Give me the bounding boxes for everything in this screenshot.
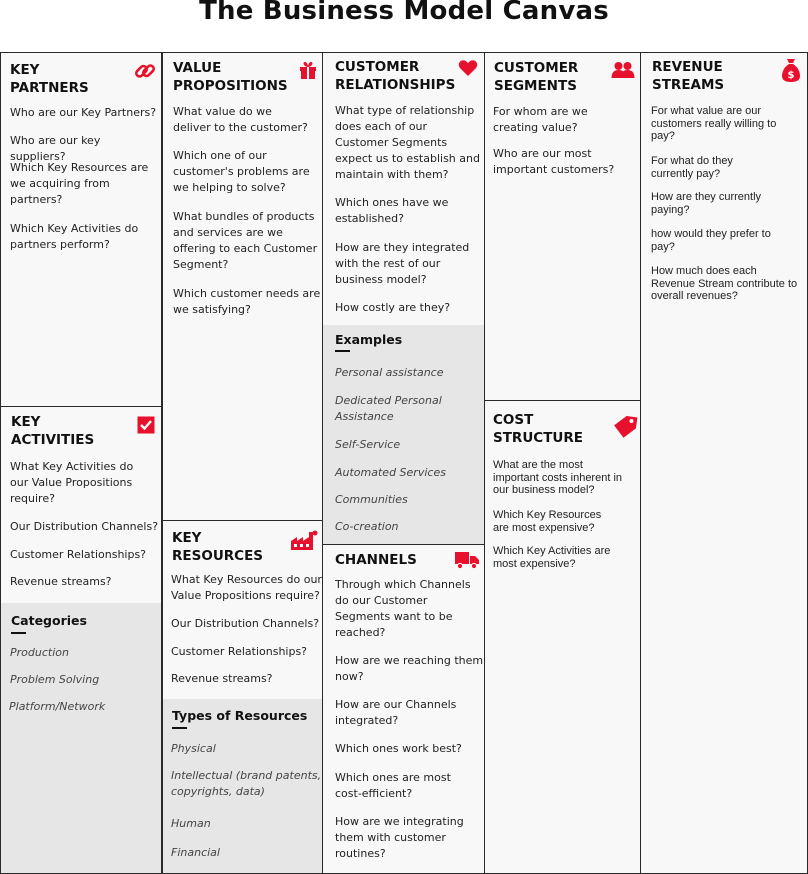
customer-relationships-question: Which ones have we established? <box>335 196 449 225</box>
examples-underline <box>335 350 350 352</box>
customer-relationships-heading: CUSTOMER RELATIONSHIPS <box>335 59 456 93</box>
example-item: Dedicated Personal Assistance <box>335 394 442 423</box>
users-icon <box>611 61 635 79</box>
key-activities-question: Customer Relationships? <box>10 548 147 561</box>
key-activities-question: Our Distribution Channels? <box>10 520 159 533</box>
key-resources-block <box>162 520 324 874</box>
resource-type-item: Physical <box>171 742 216 755</box>
value-propositions-block <box>162 52 324 522</box>
value-propositions-question: What value do we deliver to the customer? <box>173 105 308 134</box>
revenue-streams-question: How are they currently paying? <box>651 191 762 216</box>
price-tag-icon <box>613 414 639 440</box>
cost-structure-question: Which Key Resources are most expensive? <box>493 509 602 534</box>
channels-question: Through which Channels do our Customer Segments want to be reached? <box>335 578 471 639</box>
revenue-streams-question: For what value are our customers really willing to pay? <box>651 105 777 142</box>
heart-icon <box>458 59 478 77</box>
key-resources-heading: KEY RESOURCES <box>172 530 264 564</box>
truck-icon <box>454 550 480 570</box>
key-resources-question: Revenue streams? <box>171 672 273 685</box>
key-partners-block <box>0 52 162 408</box>
value-propositions-question: What bundles of products and services are we offering to each Customer Segment? <box>173 210 318 271</box>
channels-heading: CHANNELS <box>335 552 417 568</box>
examples-title: Examples <box>335 332 403 347</box>
page-title: The Business Model Canvas <box>199 0 609 26</box>
gift-icon <box>298 60 318 80</box>
cost-structure-question: Which Key Activities are most expensive? <box>493 545 611 570</box>
key-partners-question: Who are our Key Partners? <box>10 106 157 119</box>
cost-structure-heading: COST STRUCTURE <box>493 412 583 446</box>
channels-question: How are we integrating them with customer routines? <box>335 815 464 860</box>
channels-block <box>322 544 486 874</box>
example-item: Self-Service <box>335 438 401 451</box>
value-propositions-question: Which customer needs are we satisfying? <box>173 287 321 316</box>
example-item: Automated Services <box>335 466 446 479</box>
examples-panel <box>323 325 485 545</box>
key-partners-question: Which Key Activities do partners perform? <box>10 222 139 251</box>
value-propositions-question: Which one of our customer's problems are we helping to solve? <box>173 149 310 194</box>
channels-question: How are we reaching them now? <box>335 654 484 683</box>
revenue-streams-question: How much does each Revenue Stream contribute to overall revenues? <box>651 265 798 302</box>
resource-type-item: Intellectual (brand patents, copyrights, data) <box>171 769 322 798</box>
factory-icon <box>289 529 319 551</box>
link-icon <box>134 60 156 82</box>
key-activities-question: Revenue streams? <box>10 575 112 588</box>
types-of-resources-title: Types of Resources <box>172 708 308 723</box>
customer-segments-heading: CUSTOMER SEGMENTS <box>494 60 579 94</box>
key-resources-question: Customer Relationships? <box>171 645 308 658</box>
customer-relationships-question: What type of relationship does each of our Customer Segments expect us to establish and maintain with them? <box>335 104 480 181</box>
customer-relationships-question: How are they integrated with the rest of our business model? <box>335 241 470 286</box>
key-partners-question: Which Key Resources are we acquiring from partners? <box>10 161 149 206</box>
resource-type-item: Human <box>171 817 211 830</box>
customer-segments-block <box>484 52 642 402</box>
revenue-streams-question: how would they prefer to pay? <box>651 228 771 253</box>
categories-title: Categories <box>11 613 87 628</box>
channels-question: Which ones work best? <box>335 742 462 755</box>
example-item: Co-creation <box>335 520 399 533</box>
key-activities-question: What Key Activities do our Value Propositions require? <box>10 460 134 505</box>
category-item: Platform/Network <box>9 700 106 713</box>
revenue-streams-block <box>640 52 808 874</box>
example-item: Personal assistance <box>335 366 444 379</box>
customer-relationships-question: How costly are they? <box>335 301 451 314</box>
cost-structure-question: What are the most important costs inherent in our business model? <box>493 459 623 496</box>
categories-underline <box>11 632 26 634</box>
key-resources-question: Our Distribution Channels? <box>171 617 320 630</box>
revenue-streams-heading: REVENUE STREAMS <box>652 59 725 93</box>
key-partners-heading: KEY PARTNERS <box>10 62 89 96</box>
key-activities-block <box>0 406 162 874</box>
example-item: Communities <box>335 493 408 506</box>
key-activities-heading: KEY ACTIVITIES <box>11 414 95 448</box>
customer-segments-question: Who are our most important customers? <box>493 147 615 176</box>
resource-type-item: Financial <box>171 846 220 859</box>
cost-structure-block <box>484 400 642 874</box>
customer-relationships-block <box>322 52 486 546</box>
types-of-resources-underline <box>172 727 187 729</box>
money-bag-icon <box>781 57 801 83</box>
categories-panel <box>1 603 161 873</box>
checkbox-icon <box>136 415 156 435</box>
customer-segments-question: For whom are we creating value? <box>493 105 588 134</box>
channels-question: How are our Channels integrated? <box>335 698 457 727</box>
category-item: Production <box>10 646 69 659</box>
revenue-streams-question: For what do they currently pay? <box>651 155 733 180</box>
category-item: Problem Solving <box>10 673 100 686</box>
value-propositions-heading: VALUE PROPOSITIONS <box>173 60 288 94</box>
key-partners-question: Who are our key suppliers? <box>10 134 101 163</box>
key-resources-question: What Key Resources do our Value Propositions require? <box>171 573 322 602</box>
channels-question: Which ones are most cost-efficient? <box>335 771 451 800</box>
svg-text:$: $ <box>787 70 795 81</box>
